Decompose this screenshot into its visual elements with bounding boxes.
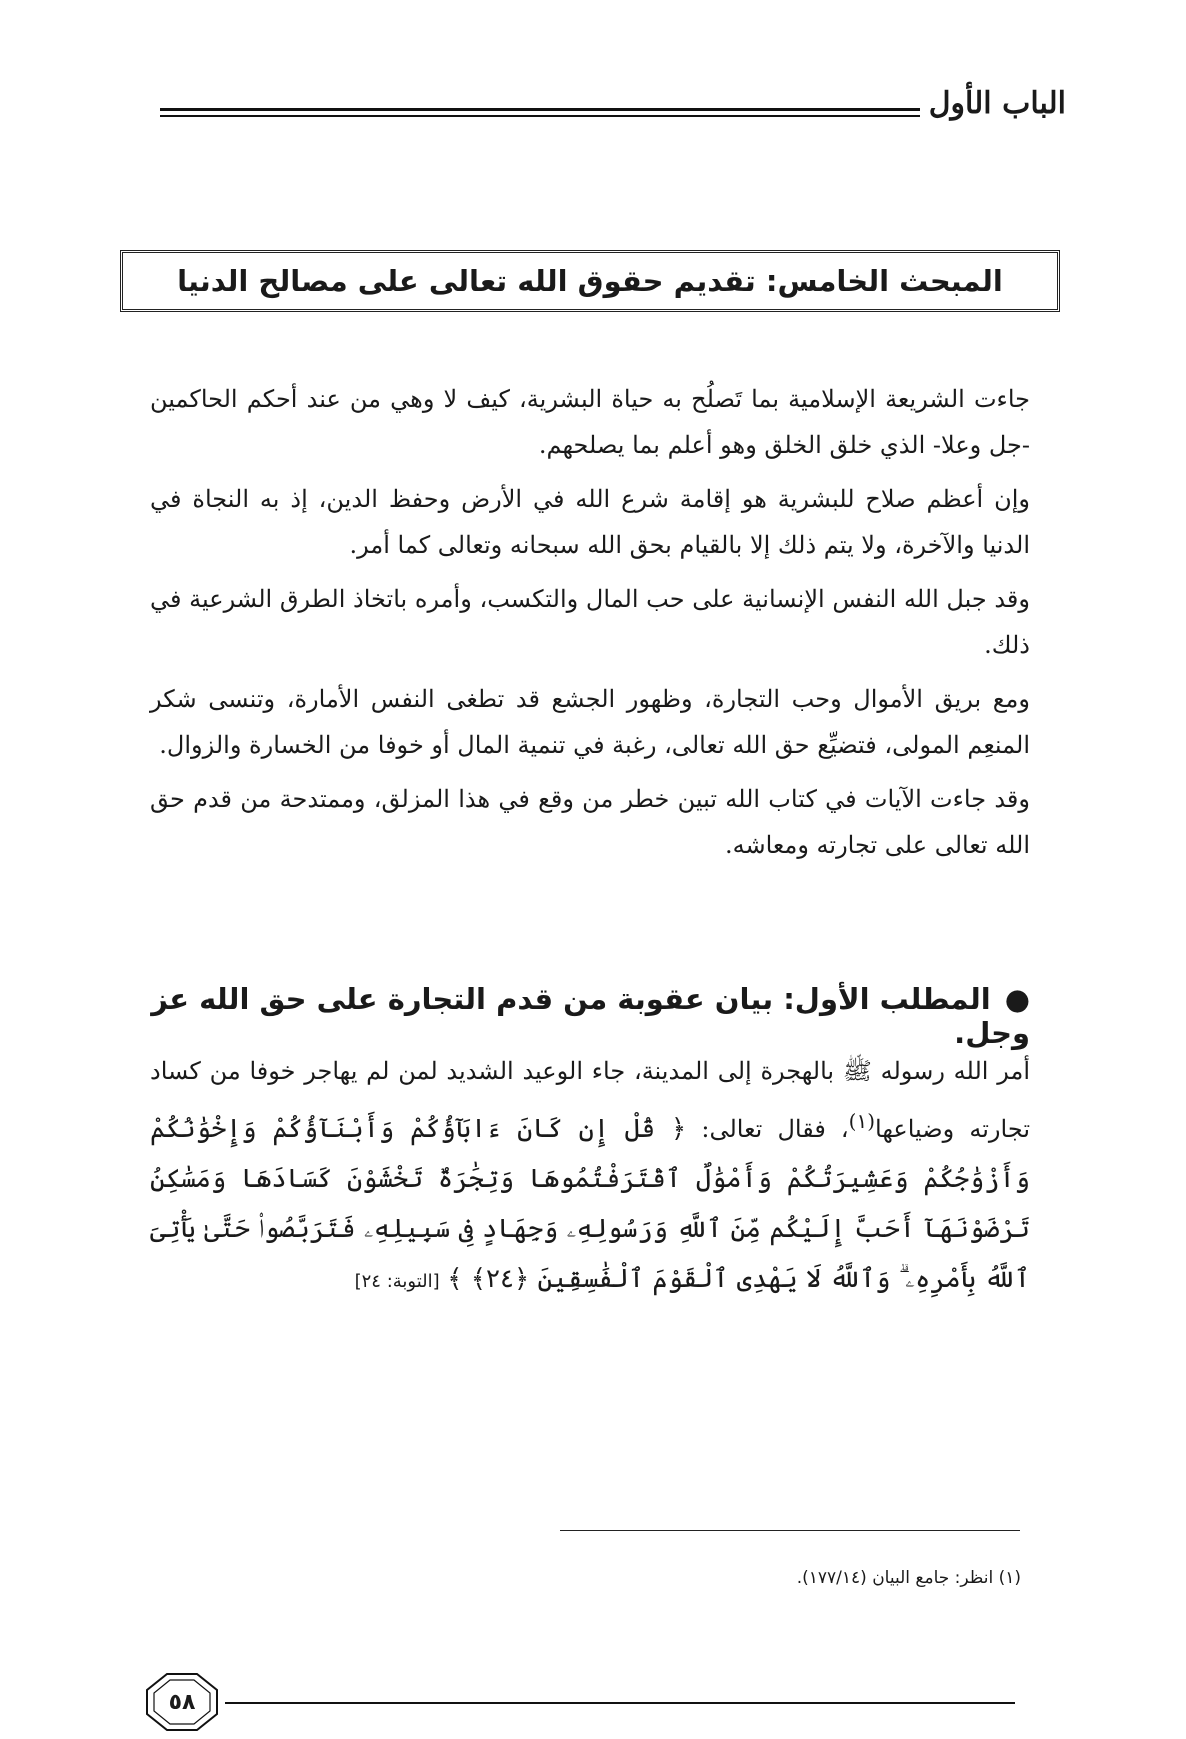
lead-text: ، فقال تعالى: [701,1115,849,1143]
paragraph: وقد جاءت الآيات في كتاب الله تبين خطر من وقع في هذا المزلق، وممتدحة من قدم حق الله تعالى على تجارته ومعاشه. [150,785,1030,859]
section-title: المبحث الخامس: تقديم حقوق الله تعالى على مصالح الدنيا [177,264,1003,298]
bullet-icon: ● [1004,982,1030,1016]
chapter-header: الباب الأول [928,86,1066,121]
subsection-heading [150,982,1030,1050]
footnote-marker[interactable]: (١) [848,1109,876,1133]
header-divider [160,108,920,117]
footer-divider [225,1702,1015,1704]
footnote: (١) انظر: جامع البيان (١٧٧/١٤). [796,1568,1021,1588]
subsection-title: المطلب الأول: بيان عقوبة من قدم التجارة على حق الله عز وجل. [151,982,1030,1050]
paragraph: وإن أعظم صلاح للبشرية هو إقامة شرع الله في الأرض وحفظ الدين، إذ به النجاة في الدنيا والآخرة، ولا يتم ذلك إلا بالقيام بحق الله سبحانه وتعالى كما أمر. [150,485,1030,559]
verse-reference: [التوبة: ٢٤] [354,1271,440,1292]
intro-text: أمر الله رسوله ﷺ بالهجرة إلى المدينة، جاء الوعيد الشديد لمن لم يهاجر خوفا من كساد تجارته وضياعها [150,1057,1030,1143]
body-text [150,376,1030,876]
verse-paragraph [150,1046,1030,1307]
section-title-box [120,250,1060,312]
paragraph: جاءت الشريعة الإسلامية بما تَصلُح به حياة البشرية، كيف لا وهي من عند أحكم الحاكمين -جل وعلا- الذي خلق الخلق وهو أعلم بما يصلحهم. [150,385,1030,459]
quran-verse: ﴿ قُلْ إِن كَانَ ءَابَآؤُكُمْ وَأَبْنَآؤُكُمْ وَإِخْوَٰنُكُمْ وَأَزْوَٰجُكُمْ وَعَشِيرَتُكُمْ وَأَمْوَٰلٌ ٱقْتَرَفْتُمُوهَا وَتِجَٰرَةٌ تَخْشَوْنَ كَسَادَهَا وَمَسَٰكِنُ تَرْضَوْنَهَآ أَحَبَّ إِلَيْكُم مِّنَ ٱللَّهِ وَرَسُولِهِۦ وَجِهَادٍ فِى سَبِيلِهِۦ فَتَرَبَّصُوا۟ حَتَّىٰ يَأْتِىَ ٱللَّهُ بِأَمْرِهِۦ ۗ وَٱللَّهُ لَا يَهْدِى ٱلْقَوْمَ ٱلْفَٰسِقِينَ ﴿٢٤﴾ ﴾ [150,1114,1030,1294]
paragraph: ومع بريق الأموال وحب التجارة، وظهور الجشع قد تطغى النفس الأمارة، وتنسى شكر المنعِم المولى، فتضيِّع حق الله تعالى، رغبة في تنمية المال أو خوفا من الخسارة والزوال. [150,685,1030,759]
footnote-divider [560,1530,1020,1531]
page-number-badge [145,1672,219,1732]
paragraph: وقد جبل الله النفس الإنسانية على حب المال والتكسب، وأمره باتخاذ الطرق الشرعية في ذلك. [150,585,1030,659]
page-number: ٥٨ [168,1689,196,1715]
